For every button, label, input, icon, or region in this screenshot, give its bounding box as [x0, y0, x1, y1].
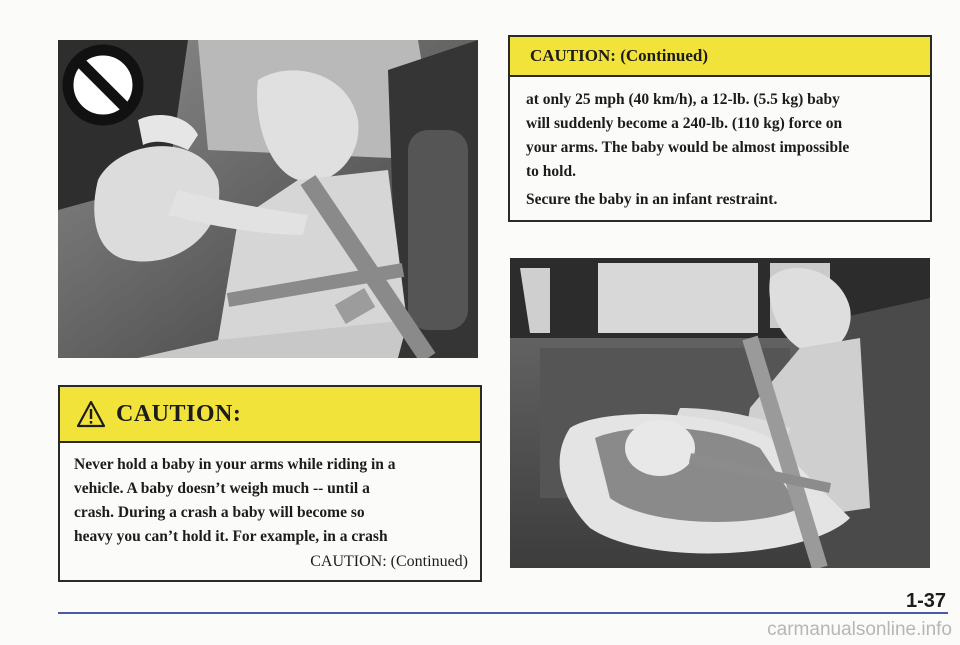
caution-box-left: [58, 385, 482, 582]
caution-line: will suddenly become a 240-lb. (110 kg) force on: [526, 115, 843, 132]
watermark: carmanualsonline.info: [767, 619, 952, 640]
caution-text-continued: [510, 77, 930, 212]
illustration-infant-restraint: [510, 258, 930, 568]
caution-line: crash. During a crash a baby will become so: [74, 504, 365, 521]
caution-continued-label: CAUTION: (Continued): [310, 553, 468, 570]
caution-header: [60, 387, 480, 443]
caution-line: at only 25 mph (40 km/h), a 12-lb. (5.5 kg) baby: [526, 91, 840, 108]
no-symbol-icon: [62, 44, 144, 126]
caution-line: heavy you can’t hold it. For example, in a crash: [74, 528, 388, 545]
caution-line: to hold.: [526, 163, 576, 180]
caution-text: [60, 443, 480, 549]
caution-line: vehicle. A baby doesn’t weigh much -- until a: [74, 480, 370, 497]
footer-rule: [58, 612, 948, 614]
caution-header-continued: [510, 37, 930, 77]
page-number: 1-37: [905, 590, 946, 612]
illustration-holding-baby: [58, 40, 478, 358]
caution-line: Never hold a baby in your arms while riding in a: [74, 456, 396, 473]
caution-line: your arms. The baby would be almost impossible: [526, 139, 850, 156]
caution-title-continued: CAUTION: (Continued): [530, 46, 709, 65]
caution-title: CAUTION:: [116, 400, 242, 427]
warning-triangle-icon: [76, 400, 106, 428]
caution-box-right: [508, 35, 932, 222]
caution-line: Secure the baby in an infant restraint.: [526, 191, 778, 208]
